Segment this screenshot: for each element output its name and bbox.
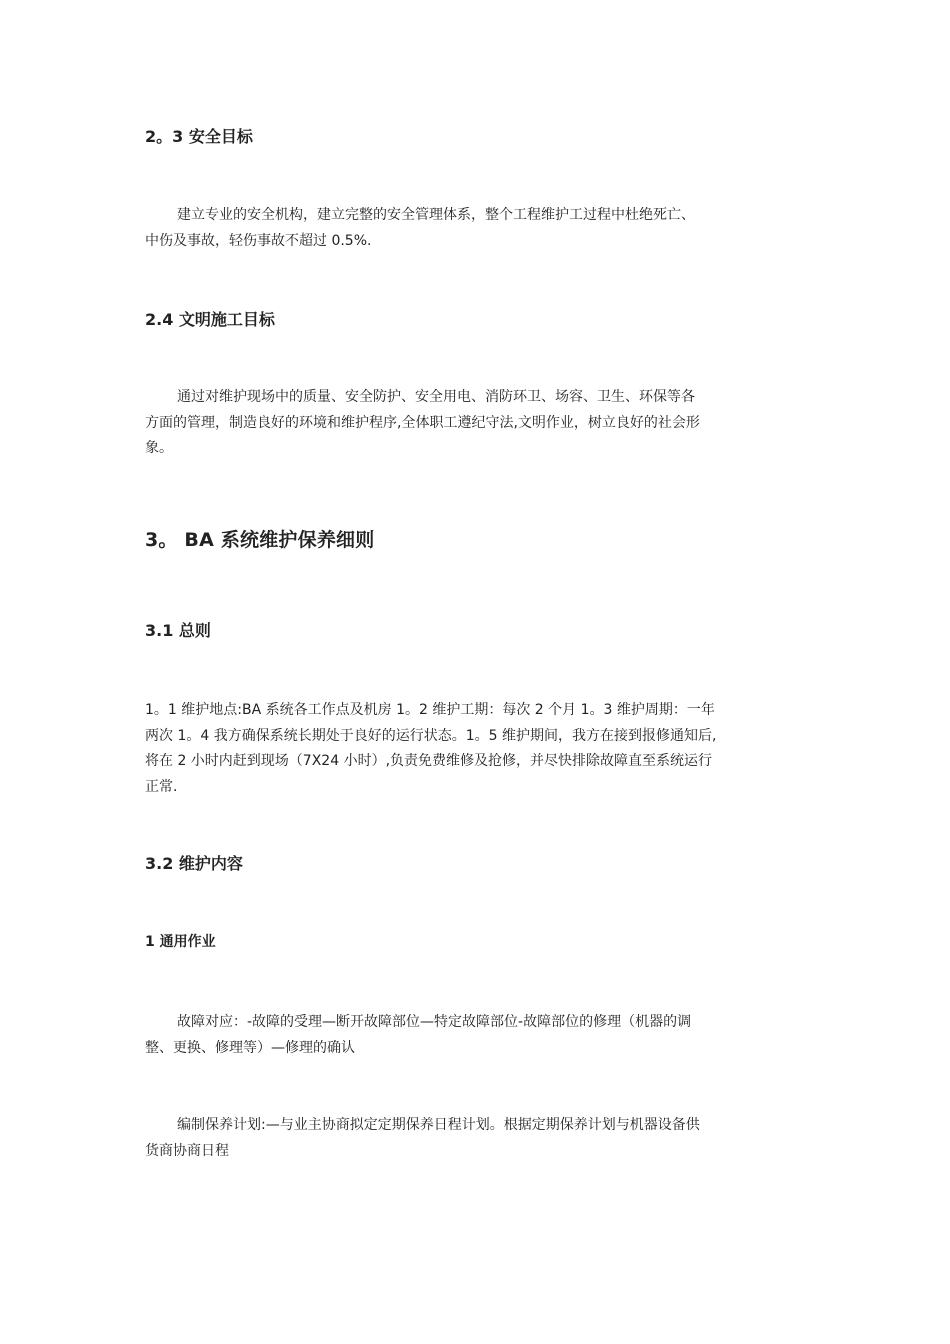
paragraph-line: 通过对维护现场中的质量、安全防护、安全用电、消防环卫、场容、卫生、环保等各 (177, 389, 695, 405)
heading-maintenance-content: 3.2 维护内容 (145, 854, 243, 873)
paragraph-line: 故障对应：-故障的受理—断开故障部位—特定故障部位-故障部位的修理（机器的调 (177, 1014, 692, 1030)
paragraph-line: 货商协商日程 (145, 1142, 229, 1159)
subheading-general-operations: 1 通用作业 (145, 934, 216, 950)
paragraph-general-rules (145, 698, 765, 800)
paragraph-line: 象。 (145, 440, 173, 456)
paragraph-line: 整、更换、修理等）—修理的确认 (145, 1039, 355, 1056)
paragraph-line: 正常. (145, 778, 178, 795)
heading-civilized-construction: 2.4 文明施工目标 (145, 310, 275, 329)
paragraph-civilized-construction (145, 385, 765, 462)
heading-safety-target: 2。3 安全目标 (145, 127, 253, 146)
paragraph-safety-target (145, 203, 765, 254)
paragraph-line: 两次 1。4 我方确保系统长期处于良好的运行状态。1。5 维护期间，我方在接到报修通知后, (145, 727, 717, 744)
heading-general-rules: 3.1 总则 (145, 621, 211, 640)
paragraph-fault-handling (145, 1010, 765, 1061)
paragraph-maintenance-plan (145, 1113, 765, 1164)
paragraph-line: 中伤及事故，轻伤事故不超过 0.5%. (145, 232, 372, 249)
paragraph-line: 1。1 维护地点:BA 系统各工作点及机房 1。2 维护工期：每次 2 个月 1。3 维护周期：一年 (145, 702, 715, 718)
paragraph-line: 将在 2 小时内赶到现场（7X24 小时）,负责免费维修及抢修，并尽快排除故障直至系统运行 (145, 753, 713, 769)
paragraph-line: 建立专业的安全机构，建立完整的安全管理体系，整个工程维护工过程中杜绝死亡、 (177, 207, 695, 223)
heading-ba-maintenance-rules: 3。 BA 系统维护保养细则 (145, 529, 375, 551)
paragraph-line: 方面的管理，制造良好的环境和维护程序,全体职工遵纪守法,文明作业，树立良好的社会形 (145, 414, 700, 431)
paragraph-line: 编制保养计划:—与业主协商拟定定期保养日程计划。根据定期保养计划与机器设备供 (177, 1117, 700, 1133)
